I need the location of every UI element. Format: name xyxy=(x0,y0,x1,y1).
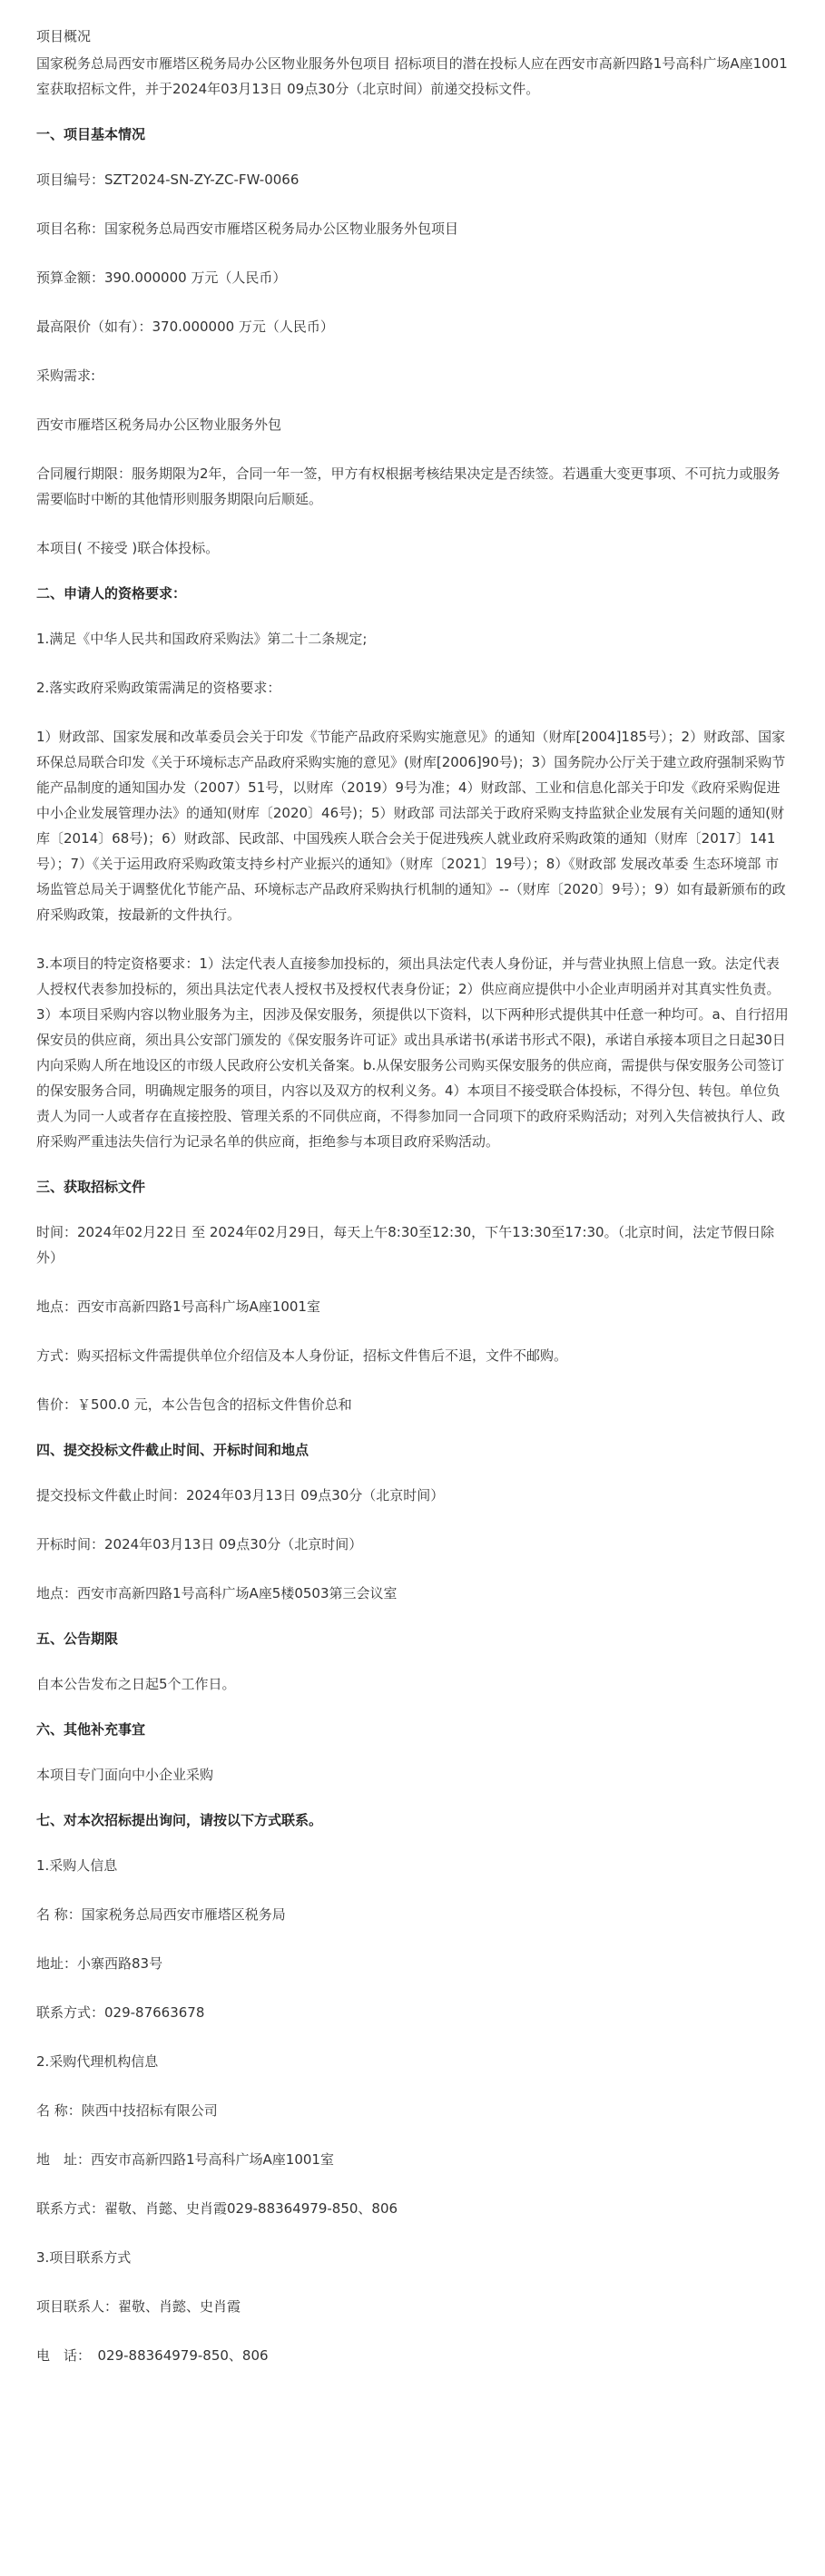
project-contact-person: 项目联系人：翟敬、肖懿、史肖霞 xyxy=(36,2298,241,2315)
section-heading-basic-info: 一、项目基本情况 xyxy=(36,126,146,142)
section-heading-qualifications: 二、申请人的资格要求： xyxy=(36,585,187,602)
section-heading-notice-period: 五、公告期限 xyxy=(36,1631,119,1647)
purchaser-name: 名 称：国家税务总局西安市雁塔区税务局 xyxy=(36,1906,286,1923)
notice-period-text: 自本公告发布之日起5个工作日。 xyxy=(36,1676,236,1692)
qualification-item-1: 1.满足《中华人民共和国政府采购法》第二十二条规定; xyxy=(36,631,368,647)
agency-info-title: 2.采购代理机构信息 xyxy=(36,2053,159,2070)
document-price: 售价：￥500.0 元，本公告包含的招标文件售价总和 xyxy=(36,1396,352,1413)
overview-title: 项目概况 xyxy=(36,28,92,44)
purchaser-info-title: 1.采购人信息 xyxy=(36,1857,118,1874)
project-contact-title: 3.项目联系方式 xyxy=(36,2249,132,2266)
agency-name: 名 称：陕西中技招标有限公司 xyxy=(36,2102,218,2119)
section-heading-other-matters: 六、其他补充事宜 xyxy=(36,1721,146,1738)
policy-list: 1）财政部、国家发展和改革委员会关于印发《节能产品政府采购实施意见》的通知（财库[2004]185号）；2）财政部、国家环保总局联合印发《关于环境标志产品政府采购实施的意见》(财库[2006]90号)；3）国务院办公厅关于建立政府强制采购节能产品制度的通知国办发（2007）51号，以财库（2019）9号为准；4）财政部、工业和信息化部关于印发《政府采购促进中小企业发展管理办法》的通知(财库〔2020〕46号)；5）财政部 司法部关于政府采购支持监狱企业发展有关问题的通知(财库〔2014〕68号)；6）财政部、民政部、中国残疾人联合会关于促进残疾人就业政府采购政策的通知（财库〔2017〕141号）；7）《关于运用政府采购政策支持乡村产业振兴的通知》（财库〔2021〕19号）；8）《财政部 发展改革委 生态环境部 市场监管总局关于调整优化节能产品、环境标志产品政府采购执行机制的通知》--（财库〔2020〕9号）；9）如有最新颁布的政府采购政策，按最新的文件执行。 xyxy=(36,729,786,923)
demand-text: 西安市雁塔区税务局办公区物业服务外包 xyxy=(36,416,282,433)
section-heading-contact: 七、对本次招标提出询问，请按以下方式联系。 xyxy=(36,1812,323,1828)
demand-label: 采购需求: xyxy=(36,367,96,384)
agency-contact: 联系方式：翟敬、肖懿、史肖霞029-88364979-850、806 xyxy=(36,2200,398,2217)
obtain-method: 方式：购买招标文件需提供单位介绍信及本人身份证，招标文件售后不退，文件不邮购。 xyxy=(36,1347,568,1364)
agency-address: 地 址：西安市高新四路1号高科广场A座1001室 xyxy=(36,2151,334,2168)
qualification-item-3: 3.本项目的特定资格要求：1）法定代表人直接参加投标的，须出具法定代表人身份证，并与营业执照上信息一致。法定代表人授权代表参加投标的，须出具法定代表人授权书及授权代表身份证；2）供应商应提供中小企业声明函并对其真实性负责。3）本项目采购内容以物业服务为主，因涉及保安服务，须提供以下资料，以下两种形式提供其中任意一种均可。a、自行招用保安员的供应商，须出具公安部门颁发的《保安服务许可证》或出具承诺书(承诺书形式不限)，承诺自承接本项目之日起30日内向采购人所在地设区的市级人民政府公安机关备案。b.从保安服务公司购买保安服务的供应商，需提供与保安服务公司签订的保安服务合同，明确规定服务的项目，内容以及双方的权利义务。4）本项目不接受联合体投标，不得分包、转包。单位负责人为同一人或者存在直接控股、管理关系的不同供应商，不得参加同一合同项下的政府采购活动；对列入失信被执行人、政府采购严重违法失信行为记录名单的供应商，拒绝参与本项目政府采购活动。 xyxy=(36,955,789,1150)
max-price: 最高限价（如有）：370.000000 万元（人民币） xyxy=(36,318,334,335)
obtain-location: 地点：西安市高新四路1号高科广场A座1001室 xyxy=(36,1298,320,1315)
qualification-item-2: 2.落实政府采购政策需满足的资格要求： xyxy=(36,680,281,696)
contract-period: 合同履行期限：服务期限为2年，合同一年一签，甲方有权根据考核结果决定是否续签。若遇重大变更事项、不可抗力或服务需要临时中断的其他情形则服务期限向后顺延。 xyxy=(36,465,781,507)
consortium-note: 本项目( 不接受 )联合体投标。 xyxy=(36,540,220,556)
project-number: 项目编号：SZT2024-SN-ZY-ZC-FW-0066 xyxy=(36,171,300,188)
purchaser-contact: 联系方式：029-87663678 xyxy=(36,2004,205,2021)
opening-time: 开标时间：2024年03月13日 09点30分（北京时间） xyxy=(36,1536,363,1552)
submission-deadline: 提交投标文件截止时间：2024年03月13日 09点30分（北京时间） xyxy=(36,1487,445,1503)
project-phone: 电 话： 029-88364979-850、806 xyxy=(36,2347,269,2364)
section-heading-submission: 四、提交投标文件截止时间、开标时间和地点 xyxy=(36,1442,309,1458)
project-name: 项目名称：国家税务总局西安市雁塔区税务局办公区物业服务外包项目 xyxy=(36,220,459,237)
obtain-time: 时间：2024年02月22日 至 2024年02月29日，每天上午8:30至12:30，下午13:30至17:30。（北京时间，法定节假日除外） xyxy=(36,1224,775,1266)
overview-text: 国家税务总局西安市雁塔区税务局办公区物业服务外包项目 招标项目的潜在投标人应在西安市高新四路1号高科广场A座1001室获取招标文件，并于2024年03月13日 09点30分（北京时间）前递交投标文件。 xyxy=(36,55,788,97)
purchaser-address: 地址：小寨西路83号 xyxy=(36,1955,163,1972)
section-heading-obtain-documents: 三、获取招标文件 xyxy=(36,1179,146,1195)
opening-location: 地点：西安市高新四路1号高科广场A座5楼0503第三会议室 xyxy=(36,1585,398,1601)
budget-amount: 预算金额：390.000000 万元（人民币） xyxy=(36,269,287,286)
other-matters-text: 本项目专门面向中小企业采购 xyxy=(36,1767,214,1783)
